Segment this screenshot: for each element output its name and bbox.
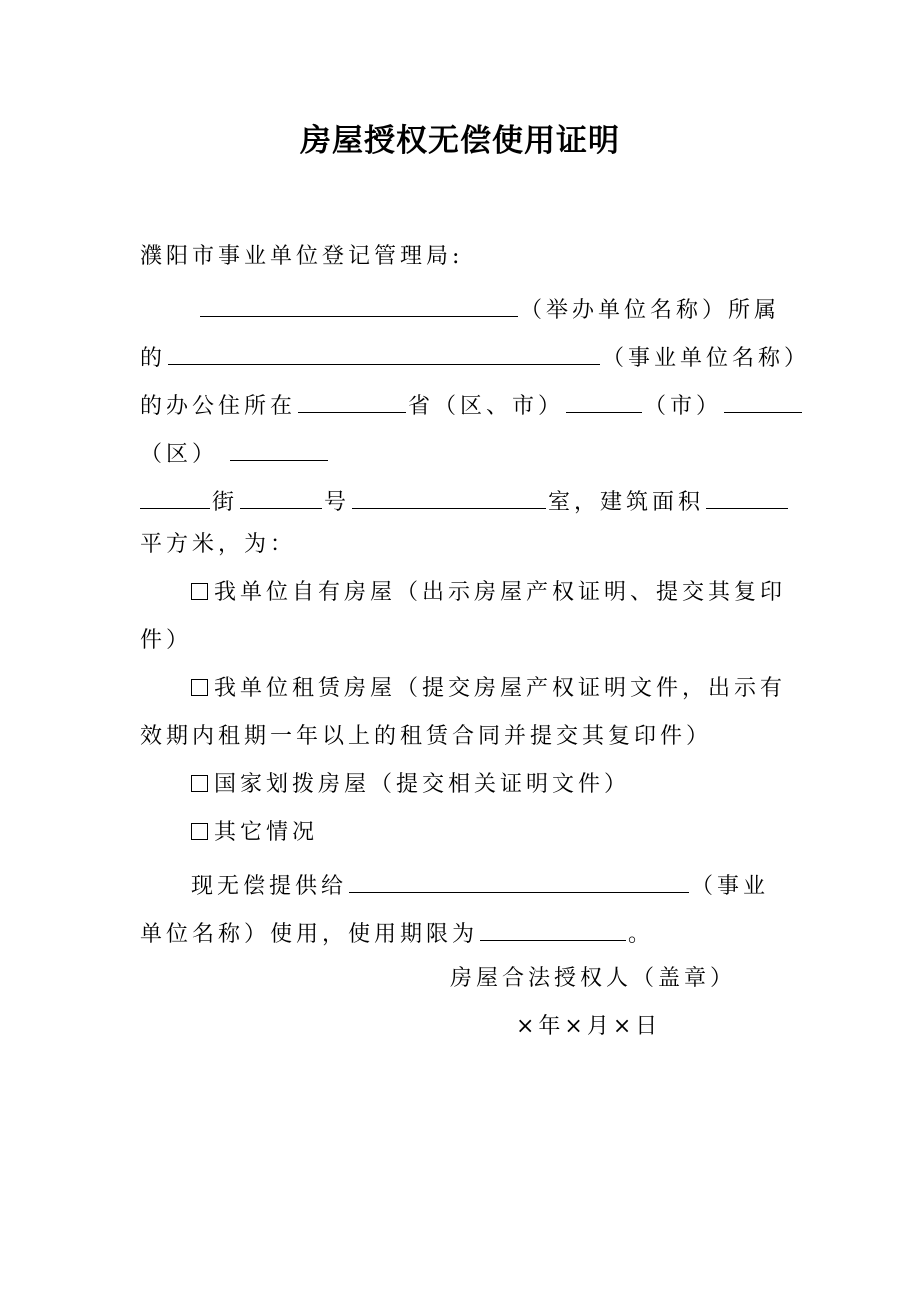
institution-hint: （事业单位名称） (602, 346, 811, 371)
option-other (191, 818, 318, 848)
signature: 房屋合法授权人（盖章） (450, 966, 737, 991)
recipient-blank[interactable] (349, 866, 689, 893)
city-label: （市） (644, 394, 723, 419)
district-line (140, 434, 330, 470)
term-end: 。 (628, 922, 655, 947)
street-line (140, 482, 790, 518)
number-blank[interactable] (240, 482, 322, 509)
number-label: 号 (324, 490, 351, 515)
option-rented-house (191, 674, 786, 704)
page-title: 房屋授权无偿使用证明 (300, 123, 620, 159)
term-line (140, 914, 654, 950)
option-owned-house-cont: 件） (140, 628, 193, 653)
addressee: 濮阳市事业单位登记管理局: (140, 244, 464, 269)
office-prefix: 的办公住所在 (140, 394, 297, 419)
sponsor-name-blank[interactable] (200, 290, 518, 317)
date: ×年×月×日 (516, 1014, 662, 1039)
rented-house-checkbox[interactable] (191, 679, 208, 696)
institution-name-blank[interactable] (168, 338, 600, 365)
state-allocated-checkbox[interactable] (191, 775, 208, 792)
room-blank[interactable] (352, 482, 546, 509)
other-checkbox[interactable] (191, 823, 208, 840)
unit-end-line: 平方米，为： (140, 532, 297, 557)
street-label: 街 (212, 490, 239, 515)
city-blank[interactable] (566, 386, 642, 413)
institution-line (140, 338, 810, 374)
province-blank[interactable] (298, 386, 406, 413)
area-blank[interactable] (706, 482, 788, 509)
district-blank[interactable] (230, 434, 328, 461)
district-city-blank[interactable] (724, 386, 802, 413)
provide-prefix: 现无偿提供给 (191, 874, 348, 899)
room-area-label: 室，建筑面积 (548, 490, 705, 515)
province-label: 省（区、市） (408, 394, 565, 419)
provide-line (191, 866, 769, 902)
option-rented-house-cont: 效期内租期一年以上的租赁合同并提交其复印件） (140, 724, 713, 749)
other-label: 其它情况 (214, 820, 319, 845)
owned-house-label: 我单位自有房屋（出示房屋产权证明、提交其复印 (214, 580, 787, 605)
term-prefix: 单位名称）使用，使用期限为 (140, 922, 479, 947)
sponsor-line (140, 290, 780, 326)
owned-house-checkbox[interactable] (191, 583, 208, 600)
term-blank[interactable] (480, 914, 626, 941)
state-allocated-label: 国家划拨房屋（提交相关证明文件） (214, 772, 631, 797)
sponsor-hint: （举办单位名称）所属 (520, 298, 781, 323)
rented-house-label: 我单位租赁房屋（提交房屋产权证明文件，出示有 (214, 676, 787, 701)
office-address-line (140, 386, 804, 422)
street-blank[interactable] (140, 482, 210, 509)
of-prefix: 的 (140, 346, 167, 371)
district-label: （区） (140, 442, 219, 467)
option-owned-house (191, 578, 786, 608)
recipient-hint: （事业 (691, 874, 770, 899)
option-state-allocated (191, 770, 630, 800)
